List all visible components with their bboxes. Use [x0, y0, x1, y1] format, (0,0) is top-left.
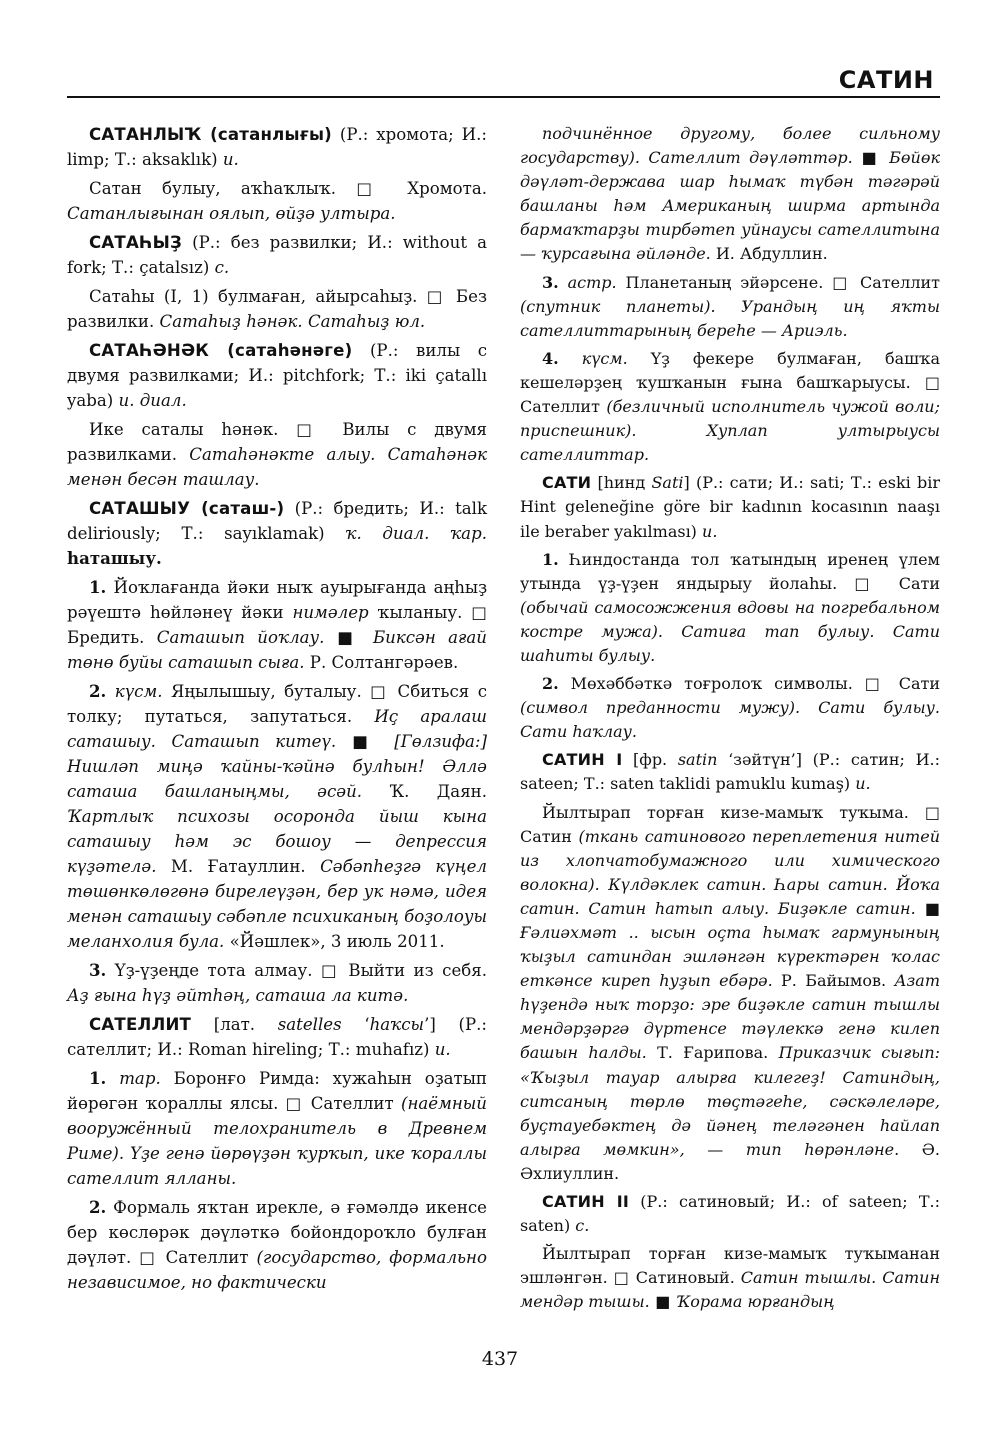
headword: САТАҺЫҘ [89, 233, 182, 252]
dictionary-paragraph [67, 1195, 487, 1295]
text-run [106, 682, 114, 701]
dictionary-paragraph [520, 548, 940, 668]
text-run [559, 273, 568, 292]
text-run: (Р.: бредить; И.: talk deliriously; Т.: sayıklamak) [67, 499, 487, 543]
text-run: [фр. [622, 750, 678, 770]
headword: САТЕЛЛИТ [89, 1015, 192, 1034]
dictionary-paragraph [67, 496, 487, 571]
text-run: Саташып йоҡлау. [156, 628, 325, 647]
text-run: Сатин тышлы. Сатин мендәр тышы. [520, 1268, 940, 1312]
dictionary-paragraph [520, 748, 940, 796]
text-run: ■ [915, 898, 940, 918]
text-run: һаҡсы [369, 1015, 425, 1034]
left-column [67, 122, 487, 1299]
text-run: Сатаһыҙ һәнәк. Сатаһыҙ юл. [159, 312, 426, 331]
text-run: с. [575, 1216, 590, 1236]
text-run: Боронғо Римда: хужаһын оҙатып йөрөгән ҡораллы ялсы. □ Сателлит [67, 1069, 487, 1113]
dictionary-paragraph [520, 347, 940, 467]
text-run: Приказчик сығып: «Ҡыҙыл тауар алырға килегеҙ! Сатиндың, ситсаның төрлө төҫтәгеһе, сәскәлеләре, буҫтауебәктең дә йәнең теләгәнен һайлап алырға мөмкин», — тип һөрәнләне. [520, 1043, 941, 1159]
text-run: (государство, формально независимое, но фактически [67, 1248, 487, 1292]
headword: САТИ [542, 473, 592, 493]
dictionary-paragraph [520, 1190, 940, 1238]
dictionary-paragraph [67, 176, 487, 226]
text-run: Сатаһы (I, 1) булмаған, айырсаһыҙ. □ Без развилки. [67, 287, 487, 331]
text-run: Аҙ ғына һүҙ әйтһәң, саташа ла китә. [67, 986, 409, 1005]
text-run: Яңылышыу, буталыу. □ Сбиться с толку; путаться, запутаться. [67, 682, 487, 726]
text-run: и. [702, 521, 718, 541]
text-run: 1. [89, 577, 107, 597]
text-run: (Р.: без развилки; И.: without a fork; Т.: çatalsız) [67, 233, 487, 277]
dictionary-paragraph [67, 338, 487, 413]
text-run: и. [222, 150, 239, 169]
text-run: Үҙ фекере булмаған, башҡа кешеләрҙең ҡушҡанын ғына башҡарыусы. □ Сателлит [520, 348, 940, 417]
dictionary-paragraph [520, 672, 940, 744]
text-run: Йылтырап торған кизе-мамыҡ туҡыманан эшләнгән. □ Сатиновый. [520, 1244, 940, 1288]
text-run: Йылтырап торған кизе-мамыҡ туҡыма. □ Сатин [520, 802, 940, 846]
text-run: (символ преданности мужу). Сати булыу. Сати һаҡлау. [520, 698, 940, 742]
text-run: 2. [542, 674, 559, 694]
text-run: (безличный исполнитель чужой воли; приспешник). Хуплап ултырыусы сателлиттар. [520, 397, 940, 465]
dictionary-paragraph [67, 417, 487, 492]
text-run: Һиндостанда тол ҡатындың иренең үлем утында үҙ-үҙен яндырыу йолаһы. □ Сати [520, 549, 940, 593]
text-run: ‘зәйтүн’] (Р.: сатин; И.: sateen; Т.: saten taklidi pamuklu kumaş) [520, 750, 941, 794]
dictionary-paragraph [67, 575, 487, 675]
text-run: (наёмный вооружённый телохранитель в Древнем Риме). Үҙе генә йөрөүҙән ҡурҡып, ике ҡораллы сателлит ялланы. [67, 1094, 487, 1188]
text-run: и. диал. [118, 391, 187, 410]
text-run: (спутник планеты). Урандың иң яҡты сателлиттарының береһе — Ариэль. [520, 296, 940, 340]
text-run: ■ [649, 1292, 676, 1312]
dictionary-paragraph [520, 471, 940, 543]
headword: САТИН II [542, 1192, 630, 1212]
text-run: 1. [89, 1068, 107, 1088]
text-run: Ә. Әхлиуллин. [520, 1139, 940, 1183]
text-run: М. Ғатауллин. [156, 857, 321, 876]
text-run: Формаль яҡтан ирекле, ә ғәмәлдә икенсе бер көслөрәк дәүләткә бойондороҡло булған дәүләт. □ Сателлит [67, 1198, 487, 1267]
dictionary-paragraph [67, 230, 487, 280]
text-run: 4. [542, 348, 559, 368]
text-run: Ҡорама юрғандың [675, 1292, 835, 1312]
text-run: Ҡ. Даян. [362, 782, 487, 801]
text-run: Т. Ғарипова. [646, 1043, 779, 1063]
page-number: 437 [481, 1348, 519, 1370]
text-run: с. [214, 258, 230, 277]
text-run: И. Абдуллин. [710, 244, 828, 264]
text-run: күсм. [581, 348, 628, 368]
text-run: 1. [542, 549, 559, 569]
text-run: Сатанлығынан оялып, өйҙә ултыра. [67, 204, 396, 223]
text-run: Ҡартлыҡ психозы осоронда йыш кына саташыу һәм эс бошоу — депрессия күҙәтелә. [67, 807, 487, 876]
dictionary-paragraph [67, 679, 487, 954]
text-run: 3. [542, 272, 559, 292]
text-run: Ике саталы һәнәк. □ Вилы с двумя развилками. [67, 420, 487, 464]
text-run: Мөхәббәткә тоғролоҡ символы. □ Сати [558, 674, 940, 694]
dictionary-paragraph [520, 1242, 940, 1314]
text-run: satelles [277, 1015, 342, 1034]
text-run: Йоҡлағанда йәки ныҡ ауырығанда аңһыҙ рәүештә һөйләнеү йәки [67, 578, 487, 622]
text-run: satin [677, 750, 718, 770]
text-run: (обычай самосожжения вдовы на погребальном костре мужа). Сатиға тап булыу. Сати шаһиты булыу. [520, 597, 940, 665]
dictionary-paragraph [67, 284, 487, 334]
text-run: Биксән ағай төнө буйы саташып сыға. [67, 628, 487, 672]
text-run: ‘ [341, 1015, 370, 1034]
text-run: 2. [89, 1197, 107, 1217]
dictionary-paragraph [67, 1066, 487, 1191]
text-run: Азат һүҙендә ныҡ торҙо: эре биҙәкле сатин тышлы мендәрҙәргә дүртенсе тәүлеккә генә килеп башын һалды. [520, 971, 940, 1063]
page-header [67, 58, 940, 98]
text-run: [Гөлзифа:] Нишләп миңә ҡайны-ҡәйнә булһын! Әллә саташа башланыңмы, әсәй. [67, 732, 487, 801]
text-run: Р. Солтангәрәев. [304, 653, 459, 672]
headword: САТАШЫУ (саташ-) [89, 499, 285, 518]
dictionary-paragraph [520, 122, 940, 267]
text-run: ■ [324, 627, 373, 647]
text-run: күсм. [114, 682, 163, 701]
text-run [106, 1069, 119, 1088]
text-run: һаташыу. [67, 548, 162, 568]
text-run: 3. [89, 960, 107, 980]
text-run: астр. [567, 272, 617, 292]
dictionary-paragraph [67, 1012, 487, 1062]
text-run: Бөйөк дәүләт-держава шар һымаҡ түбән тәгәрәй башланы һәм Американың ширма артында бармаҡтарҙы тирбәтеп уйнаусы сателлитына — ҡурсағына әйләнде. [520, 148, 941, 264]
text-run: тар. [119, 1069, 161, 1088]
text-run: ’] (Р.: сателлит; И.: Roman hireling; Т.: muhafız) [67, 1015, 487, 1059]
text-run: Үҙ-үҙеңде тота алмау. □ Выйти из себя. [106, 961, 487, 980]
text-run: (ткань сатинового переплетения нитей из хлопчатобумажного или химического волокна). Күлдәклек сатин. Һары сатин. Йоҡа сатин. Сатин һатып алыу. Биҙәкле сатин. [520, 826, 940, 918]
text-run: Сатаһәнәкте алыу. Сатаһәнәк менән бесән ташлау. [67, 445, 487, 489]
dictionary-paragraph [520, 271, 940, 343]
text-run: подчинённое другому, более сильному государству). Сателлит дәүләттәр. [520, 124, 940, 168]
text-run: Сәбәпһеҙгә күңел төшөнкөлөгөнә бирелеүҙән, бер ук нәмә, идея менән саташыу сәбәпле психиканың боҙолоуы меланхолия була. [67, 857, 487, 951]
text-run: (Р.: сатиновый; И.: of sateen; Т.: saten) [520, 1192, 940, 1236]
text-run [559, 349, 582, 368]
text-run: нимәлер [292, 603, 369, 622]
right-column [520, 122, 940, 1319]
headword: САТАҺӘНӘК (сатаһәнәге) [89, 341, 353, 360]
running-head: САТИН [838, 66, 934, 94]
text-run: ■ [852, 148, 890, 168]
text-run: и. [855, 774, 871, 794]
text-run: «Йәшлек», 3 июль 2011. [224, 932, 445, 951]
text-run: 2. [89, 681, 107, 701]
text-run: Иҫ аралаш саташыу. Саташып китеү. [67, 707, 487, 751]
text-run: ҡ. диал. ҡар. [345, 524, 487, 543]
text-run: [лат. [191, 1015, 278, 1034]
text-run: Р. Байымов. [772, 971, 895, 991]
text-run: Планетаның эйәрсене. □ Сателлит [616, 272, 940, 292]
text-run: Сатан булыу, аҡһаҡлыҡ. □ Хромота. [89, 179, 487, 198]
headword: САТАНЛЫҠ (сатанлығы) [89, 125, 332, 144]
text-run: и. [434, 1040, 451, 1059]
text-run: (Р.: хромота; И.: limp; Т.: aksaklık) [67, 125, 488, 169]
headword: САТИН I [542, 750, 623, 770]
dictionary-paragraph [520, 801, 940, 1187]
text-run: Sati [651, 473, 684, 493]
text-run: ] (Р.: сати; И.: sati; Т.: eski bir Hint geleneğine göre bir kadının kocasının naaşı ile beraber yakılması) [520, 473, 941, 541]
text-run: (Р.: вилы с двумя развилками; И.: pitchfork; Т.: iki çatallı yaba) [67, 341, 487, 410]
text-run: Ғәлиәхмәт .. ысын оҫта һымаҡ гармунының ҡыҙыл сатиндан эшләнгән күректәрен ҡолас еткәнсе киреп һуҙып ебәрә. [520, 923, 940, 991]
dictionary-paragraph [67, 958, 487, 1008]
text-run: [һинд [591, 473, 652, 493]
dictionary-paragraph [67, 122, 487, 172]
text-run: ■ [336, 731, 395, 751]
text-run: ҡыланыу. □ Бредить. [67, 603, 487, 647]
